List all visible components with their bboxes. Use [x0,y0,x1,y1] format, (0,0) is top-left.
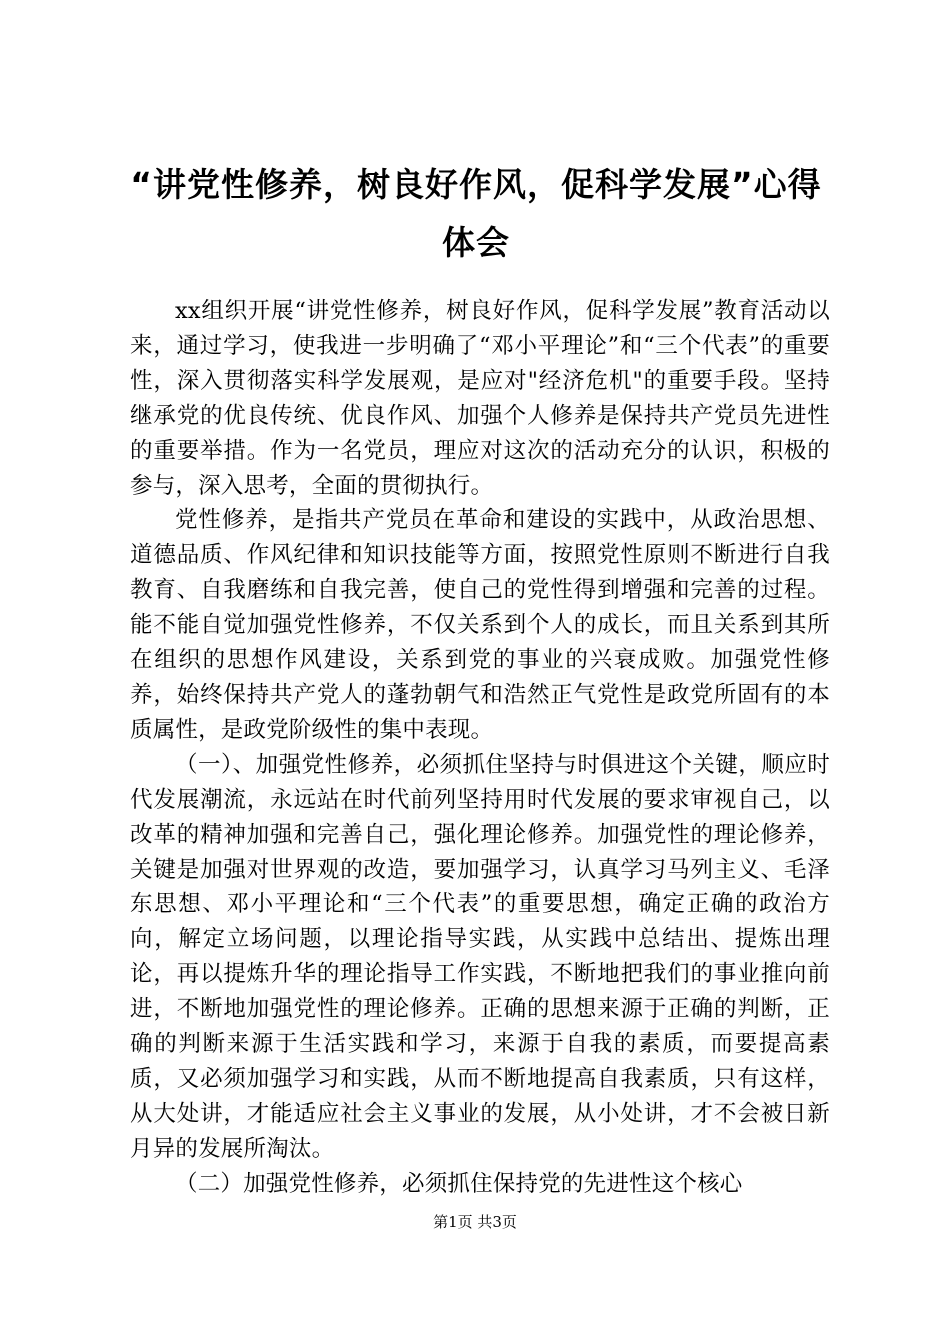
document-body [130,294,830,1202]
paragraph-intro: xx组织开展“讲党性修养，树良好作风，促科学发展”教育活动以来，通过学习，使我进一步明确了“邓小平理论”和“三个代表”的重要性，深入贯彻落实科学发展观，是应对"经济危机"的重要手段。坚持继承党的优良传统、优良作风、加强个人修养是保持共产党员先进性的重要举措。作为一名党员，理应对这次的活动充分的认识，积极的参与，深入思考，全面的贯彻执行。 [130,298,830,499]
paragraph-party-cultivation: 党性修养，是指共产党员在革命和建设的实践中，从政治思想、道德品质、作风纪律和知识技能等方面，按照党性原则不断进行自我教育、自我磨练和自我完善，使自己的党性得到增强和完善的过程。能不能自觉加强党性修养，不仅关系到个人的成长，而且关系到其所在组织的思想作风建设，关系到党的事业的兴衰成败。加强党性修养，始终保持共产党人的蓬勃朝气和浩然正气党性是政党所固有的本质属性，是政党阶级性的集中表现。 [130,507,830,743]
paragraph-section-one: （一）、加强党性修养，必须抓住坚持与时俱进这个关键，顺应时代发展潮流，永远站在时代前列坚持用时代发展的要求审视自己，以改革的精神加强和完善自己，强化理论修养。加强党性的理论修养，关键是加强对世界观的改造，要加强学习，认真学习马列主义、毛泽东思想、邓小平理论和“三个代表”的重要思想，确定正确的政治方向，解定立场问题，以理论指导实践，从实践中总结出、提炼出理论，再以提炼升华的理论指导工作实践，不断地把我们的事业推向前进，不断地加强党性的理论修养。正确的思想来源于正确的判断，正确的判断来源于生活实践和学习，来源于自我的素质，而要提高素质，又必须加强学习和实践，从而不断地提高自我素质，只有这样，从大处讲，才能适应社会主义事业的发展，从小处讲，才不会被日新月异的发展所淘汰。 [130,751,830,1162]
document-title: “讲党性修养，树良好作风，促科学发展”心得体会 [130,165,822,262]
paragraph-section-two: （二）加强党性修养，必须抓住保持党的先进性这个核心 [175,1170,743,1197]
page-footer: 第1页 共3页 [433,1213,517,1231]
